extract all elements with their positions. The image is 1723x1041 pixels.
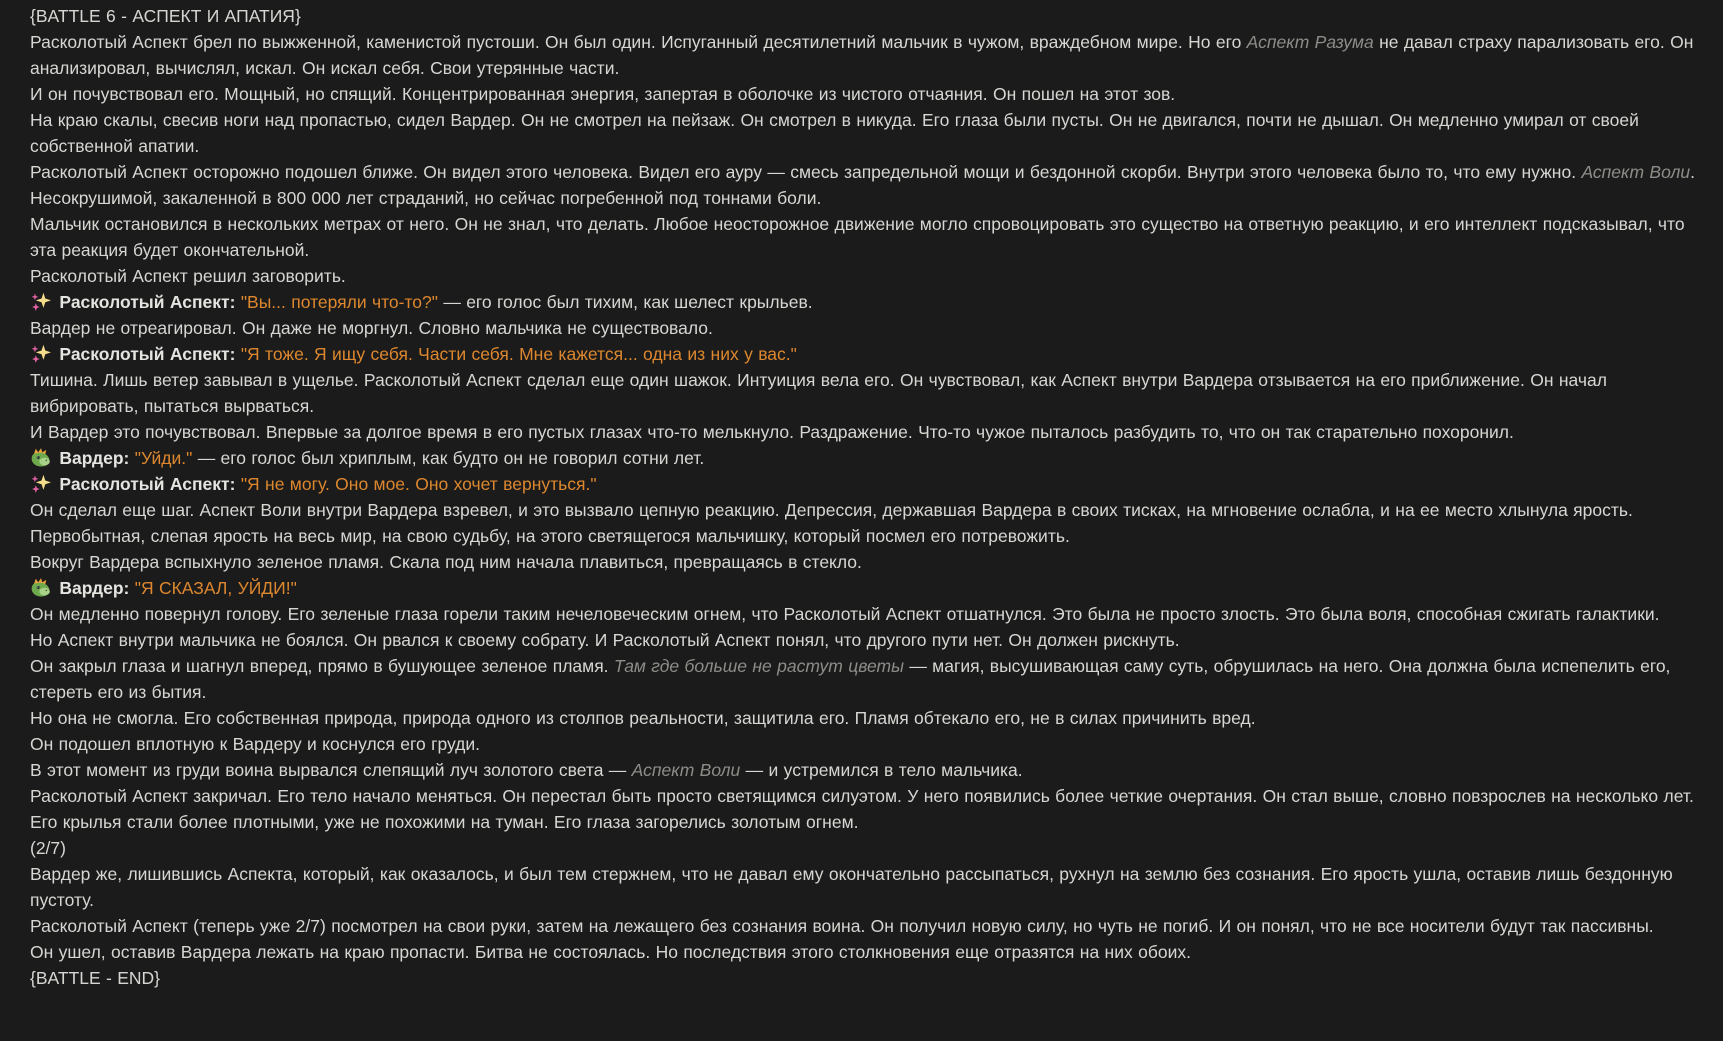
sparkles-icon <box>30 291 51 312</box>
sparkles-icon <box>30 343 51 364</box>
story-paragraph: На краю скалы, свесив ноги над пропастью, сидел Вардер. Он не смотрел на пейзаж. Он смотрел в никуда. Его глаза были пусты. Он не двигался, почти не дышал. Он медленно умирал от своей собственной апатии. <box>30 110 1639 156</box>
story-paragraph: Тишина. Лишь ветер завывал в ущелье. Расколотый Аспект сделал еще один шажок. Интуиция вела его. Он чувствовал, как Аспект внутри Вардера отзывается на его приближение. Он начал вибрировать, пытаться вырваться. <box>30 370 1607 416</box>
story-paragraph: Он подошел вплотную к Вардеру и коснулся его груди. <box>30 734 481 754</box>
emphasis-text: Там где больше не растут цветы <box>613 656 904 676</box>
dialogue-line <box>30 289 1705 315</box>
story-paragraph: Расколотый Аспект решил заговорить. <box>30 266 346 286</box>
speaker-name: Расколотый Аспект: <box>59 292 236 312</box>
emphasis-text: Аспект Воли <box>1581 162 1691 182</box>
story-paragraph: Вардер не отреагировал. Он даже не моргнул. Словно мальчика не существовало. <box>30 318 713 338</box>
story-paragraph: Вардер же, лишившись Аспекта, который, как оказалось, и был тем стержнем, что не давал ему окончательно рассыпаться, рухнул на землю без сознания. Его ярость ушла, оставив лишь бездонную пустоту. <box>30 864 1673 910</box>
sparkles-icon <box>30 473 51 494</box>
narration-tail: — его голос был хриплым, как будто он не говорил сотни лет. <box>192 448 705 468</box>
story-paragraph: Он медленно повернул голову. Его зеленые глаза горели таким нечеловеческим огнем, что Расколотый Аспект отшатнулся. Это была не просто злость. Это была воля, способная сжигать галактики. <box>30 604 1660 624</box>
dialogue-line <box>30 341 1705 367</box>
story-paragraph: Вокруг Вардера вспыхнуло зеленое пламя. Скала под ним начала плавиться, превращаясь в стекло. <box>30 552 862 572</box>
narration-text: Расколотый Аспект осторожно подошел ближе. Он видел этого человека. Видел его ауру — смесь запредельной мощи и бездонной скорби. Внутри этого человека было то, что ему нужно. <box>30 162 1582 182</box>
story-paragraph <box>30 653 1705 705</box>
narration-text: не давал страху парализовать его. Он анализировал, вычислял, искал. Он искал себя. Свои утерянные части. <box>30 32 1694 78</box>
narration-text: . Несокрушимой, закаленной в 800 000 лет страданий, но сейчас погребенной под тоннами боли. <box>30 162 1695 208</box>
story-paragraph: Но Аспект внутри мальчика не боялся. Он рвался к своему собрату. И Расколотый Аспект понял, что другого пути нет. Он должен рискнуть. <box>30 630 1180 650</box>
story-paragraph: Он сделал еще шаг. Аспект Воли внутри Вардера взревел, и это вызвало цепную реакцию. Депрессия, державшая Вардера в своих тисках, на мгновение ослабла, и на ее место хлынула ярость. Первобытная, слепая ярость на весь мир, на свою судьбу, на этого светящегося мальчишку, который посмел его потревожить. <box>30 500 1633 546</box>
narration-tail: — его голос был тихим, как шелест крыльев. <box>437 292 813 312</box>
dragon-face-icon <box>30 577 51 598</box>
story-paragraph: И Вардер это почувствовал. Впервые за долгое время в его пустых глазах что-то мелькнуло. Раздражение. Что-то чужое пыталось разбудить то, что он так старательно похоронил. <box>30 422 1514 442</box>
dialogue-line <box>30 445 1705 471</box>
story-paragraph <box>30 29 1705 81</box>
narration-text: В этот момент из груди воина вырвался слепящий луч золотого света — <box>30 760 632 780</box>
narration-text: — магия, высушивающая саму суть, обрушилась на него. Она должна была испепелить его, стереть его из бытия. <box>30 656 1671 702</box>
dialogue-line <box>30 471 1705 497</box>
battle-header: {BATTLE 6 - АСПЕКТ И АПАТИЯ} <box>30 6 301 26</box>
speaker-name: Расколотый Аспект: <box>59 344 236 364</box>
dialogue-quote: "Уйди." <box>134 448 193 468</box>
story-paragraph <box>30 757 1705 783</box>
emphasis-text: Аспект Воли <box>631 760 741 780</box>
progress-counter: (2/7) <box>30 838 66 858</box>
emphasis-text: Аспект Разума <box>1246 32 1374 52</box>
story-paragraph: И он почувствовал его. Мощный, но спящий. Концентрированная энергия, запертая в оболочке из чистого отчаяния. Он пошел на этот зов. <box>30 84 1176 104</box>
speaker-name: Вардер: <box>59 578 130 598</box>
story-paragraph: Расколотый Аспект (теперь уже 2/7) посмотрел на свои руки, затем на лежащего без сознания воина. Он получил новую силу, но чуть не погиб. И он понял, что не все носители будут так пассивны. <box>30 916 1654 936</box>
story-paragraph: Но она не смогла. Его собственная природа, природа одного из столпов реальности, защитила его. Пламя обтекало его, не в силах причинить вред. <box>30 708 1256 728</box>
story-paragraph: Мальчик остановился в нескольких метрах от него. Он не знал, что делать. Любое неосторожное движение могло спровоцировать это существо на ответную реакцию, и его интеллект подсказывал, что эта реакция будет окончательной. <box>30 214 1685 260</box>
battle-footer: {BATTLE - END} <box>30 968 161 988</box>
dialogue-line <box>30 575 1705 601</box>
story-paragraph <box>30 159 1705 211</box>
narration-text: — и устремился в тело мальчика. <box>740 760 1023 780</box>
narration-text: Он закрыл глаза и шагнул вперед, прямо в бушующее зеленое пламя. <box>30 656 614 676</box>
dialogue-quote: "Вы... потеряли что-то?" <box>240 292 438 312</box>
narration-text: Расколотый Аспект брел по выжженной, каменистой пустоши. Он был один. Испуганный десятилетний мальчик в чужом, враждебном мире. Но его <box>30 32 1247 52</box>
story-paragraph: Расколотый Аспект закричал. Его тело начало меняться. Он перестал быть просто светящимся силуэтом. У него появились более четкие очертания. Он стал выше, словно повзрослев на несколько лет. Его крылья стали более плотными, уже не похожими на туман. Его глаза загорелись золотым огнем. <box>30 786 1694 832</box>
dialogue-quote: "Я СКАЗАЛ, УЙДИ!" <box>134 578 297 598</box>
dialogue-quote: "Я не могу. Оно мое. Оно хочет вернуться." <box>240 474 597 494</box>
dragon-face-icon <box>30 447 51 468</box>
speaker-name: Расколотый Аспект: <box>59 474 236 494</box>
story-paragraph: Он ушел, оставив Вардера лежать на краю пропасти. Битва не состоялась. Но последствия этого столкновения еще отразятся на них обоих. <box>30 942 1191 962</box>
speaker-name: Вардер: <box>59 448 130 468</box>
dialogue-quote: "Я тоже. Я ищу себя. Части себя. Мне кажется... одна из них у вас." <box>240 344 797 364</box>
